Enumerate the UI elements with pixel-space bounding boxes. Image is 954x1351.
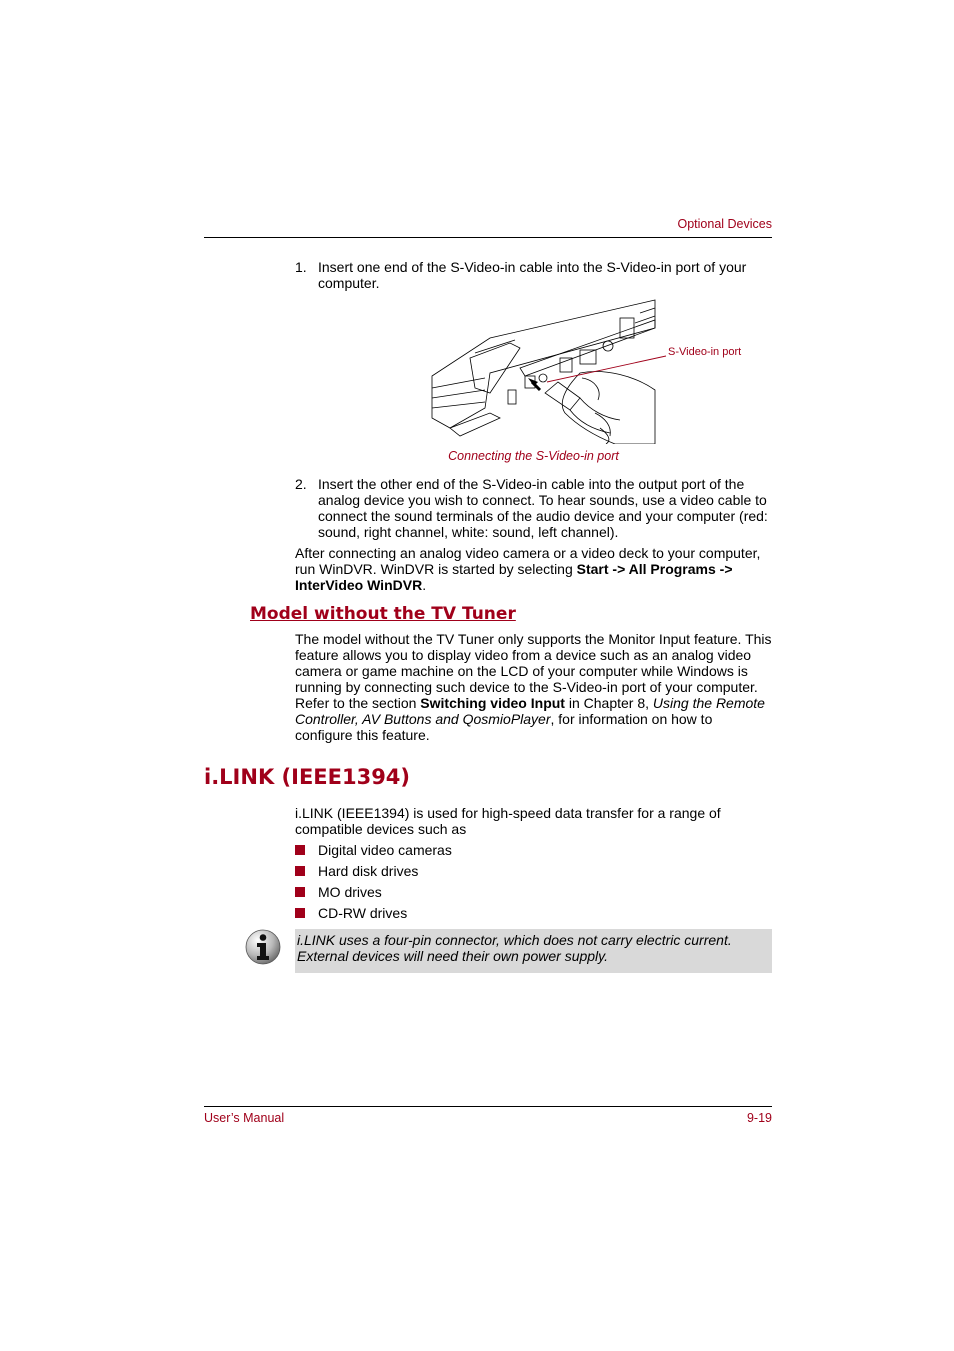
running-header: Optional Devices xyxy=(677,217,772,231)
header-rule xyxy=(204,237,772,238)
note-text: i.LINK uses a four-pin connector, which does not carry electric current. External devices will need their own power supply. xyxy=(297,932,732,964)
section-reference: Switching video Input xyxy=(420,695,565,711)
callout-label: S-Video-in port xyxy=(668,346,742,358)
page-number: 9-19 xyxy=(746,1111,772,1125)
subsection-heading: Model without the TV Tuner xyxy=(250,604,516,624)
section-intro: i.LINK (IEEE1394) is used for high-speed data transfer for a range of compatible devices such as xyxy=(295,805,721,837)
figure-caption: Connecting the S-Video-in port xyxy=(448,449,619,463)
step-number: 2. xyxy=(295,476,307,492)
info-icon xyxy=(244,928,282,966)
step-number: 1. xyxy=(295,259,307,275)
list-item: CD-RW drives xyxy=(295,905,772,921)
bullet-square-icon xyxy=(295,845,305,855)
bullet-square-icon xyxy=(295,887,305,897)
list-item: Digital video cameras xyxy=(295,842,772,858)
bullet-square-icon xyxy=(295,866,305,876)
list-item: Hard disk drives xyxy=(295,863,772,879)
section-heading: i.LINK (IEEE1394) xyxy=(204,765,411,789)
menu-path: Start -> All Programs -> InterVideo WinDVR xyxy=(295,561,733,593)
step-text: Insert one end of the S-Video-in cable into the S-Video-in port of your computer. xyxy=(318,259,747,291)
windvr-paragraph: After connecting an analog video camera or a video deck to your computer, run WinDVR. WinDVR is started by selecting Start -> All Programs -> InterVideo WinDVR. xyxy=(295,545,761,593)
step-text: Insert the other end of the S-Video-in cable into the output port of the analog device you wish to connect. To hear sounds, use a video cable to connect the sound terminals of the audio device and your computer (red: sound, right channel, white: sound, left channel). xyxy=(318,476,768,540)
note-box xyxy=(295,929,772,973)
subsection-paragraph: The model without the TV Tuner only supports the Monitor Input feature. This feature allows you to display video from a device such as an analog video camera or game machine on the LCD of your computer while Windows is running by connecting such device to the S-Video-in port of your computer. Refer to the section Switching video Input in Chapter 8, Using the Remote Controller, AV Buttons and QosmioPlayer, for information on how to configure this feature. xyxy=(295,631,772,743)
list-item: MO drives xyxy=(295,884,772,900)
chapter-title: Using the Remote Controller, AV Buttons and QosmioPlayer xyxy=(295,695,765,727)
laptop-port-drawing xyxy=(430,298,760,444)
footer-manual-title: User’s Manual xyxy=(204,1111,285,1125)
s-video-illustration xyxy=(430,298,760,444)
footer-rule xyxy=(204,1106,772,1107)
bullet-square-icon xyxy=(295,908,305,918)
